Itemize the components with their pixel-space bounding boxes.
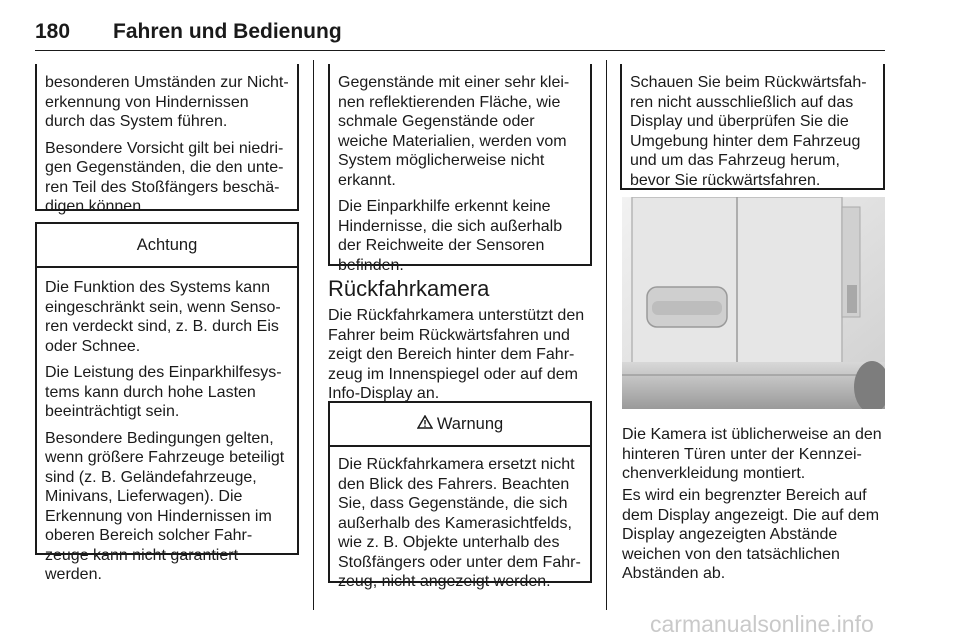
note-box-top-right — [620, 64, 885, 190]
section-heading: Rückfahrkamera — [328, 276, 490, 301]
note-box-top-middle — [328, 64, 592, 274]
paragraph: Die Leistung des Einparkhilfesys- tems kann durch hohe Lasten beeinträchtigt sein. — [45, 364, 282, 420]
paragraph: Schauen Sie beim Rückwärtsfah- ren nicht ausschließlich auf das Display und überprüfen Sie die Umgebung hinter dem Fahrzeug und um das Fahrzeug herum, bevor Sie rückwärtsfahren. — [630, 74, 867, 189]
warnung-box — [328, 401, 592, 590]
paragraph: Besondere Vorsicht gilt bei niedri- gen Gegenständen, die den unte- ren Teil des Stoßfängers beschä- digen können. — [45, 139, 284, 215]
note-box-top-left — [35, 64, 299, 215]
paragraph: Es wird ein begrenzter Bereich auf dem Display angezeigt. Die auf dem Display angezeigten Abstände weichen von den tatsächlichen Abständen ab. — [622, 487, 880, 582]
paragraph: Besondere Bedingungen gelten, wenn größere Fahrzeuge beteiligt sind (z. B. Geländefahrzeuge, Minivans, Lieferwagen). Die Erkennung von Hindernissen im oberen Bereich solcher Fahr- zeuge kann nicht garantiert werden. — [45, 429, 285, 583]
paragraph: Die Rückfahrkamera ersetzt nicht den Blick des Fahrers. Beachten Sie, dass Gegenstände, die sich außerhalb des Kamerasichtfelds, wie z. B. Objekte unterhalb des Stoßfängers oder unter dem Fahr- zeug, nicht angezeigt werden. — [338, 456, 581, 590]
watermark: carmanualsonline.info — [650, 611, 874, 637]
paragraph: Die Einparkhilfe erkennt keine Hindernisse, die sich außerhalb der Reichweite der Sensoren befinden. — [338, 198, 563, 274]
column-divider-1 — [313, 60, 314, 610]
page-header — [35, 20, 342, 44]
paragraph: Die Kamera ist üblicherweise an den hinteren Türen unter der Kennzei- chenverkleidung montiert. — [622, 426, 882, 482]
page-title: Fahren und Bedienung — [113, 20, 342, 43]
rear-van-photo — [622, 197, 885, 409]
paragraph: Die Funktion des Systems kann eingeschränkt sein, wenn Senso- ren verdeckt sind, z. B. durch Eis oder Schnee. — [45, 279, 281, 355]
column-divider-2 — [606, 60, 607, 610]
warnung-title-row — [330, 403, 590, 447]
paragraph: besonderen Umständen zur Nicht- erkennung von Hindernissen durch das System führen. — [45, 74, 289, 130]
paragraph: Gegenstände mit einer sehr klei- nen reflektierenden Fläche, wie schmale Gegenstände oder weiche Materialien, werden vom System möglicherweise nicht erkannt. — [338, 74, 570, 189]
warnung-title: Warnung — [436, 414, 504, 433]
header-rule — [35, 50, 885, 51]
page-number: 180 — [35, 20, 71, 43]
achtung-title: Achtung — [37, 224, 297, 268]
paragraph: Die Rückfahrkamera unterstützt den Fahrer beim Rückwärtsfahren und zeigt den Bereich hinter dem Fahr- zeug im Innenspiegel oder auf dem Info-Display an. — [328, 307, 585, 402]
warning-triangle-icon — [417, 415, 433, 433]
achtung-box — [35, 222, 299, 583]
